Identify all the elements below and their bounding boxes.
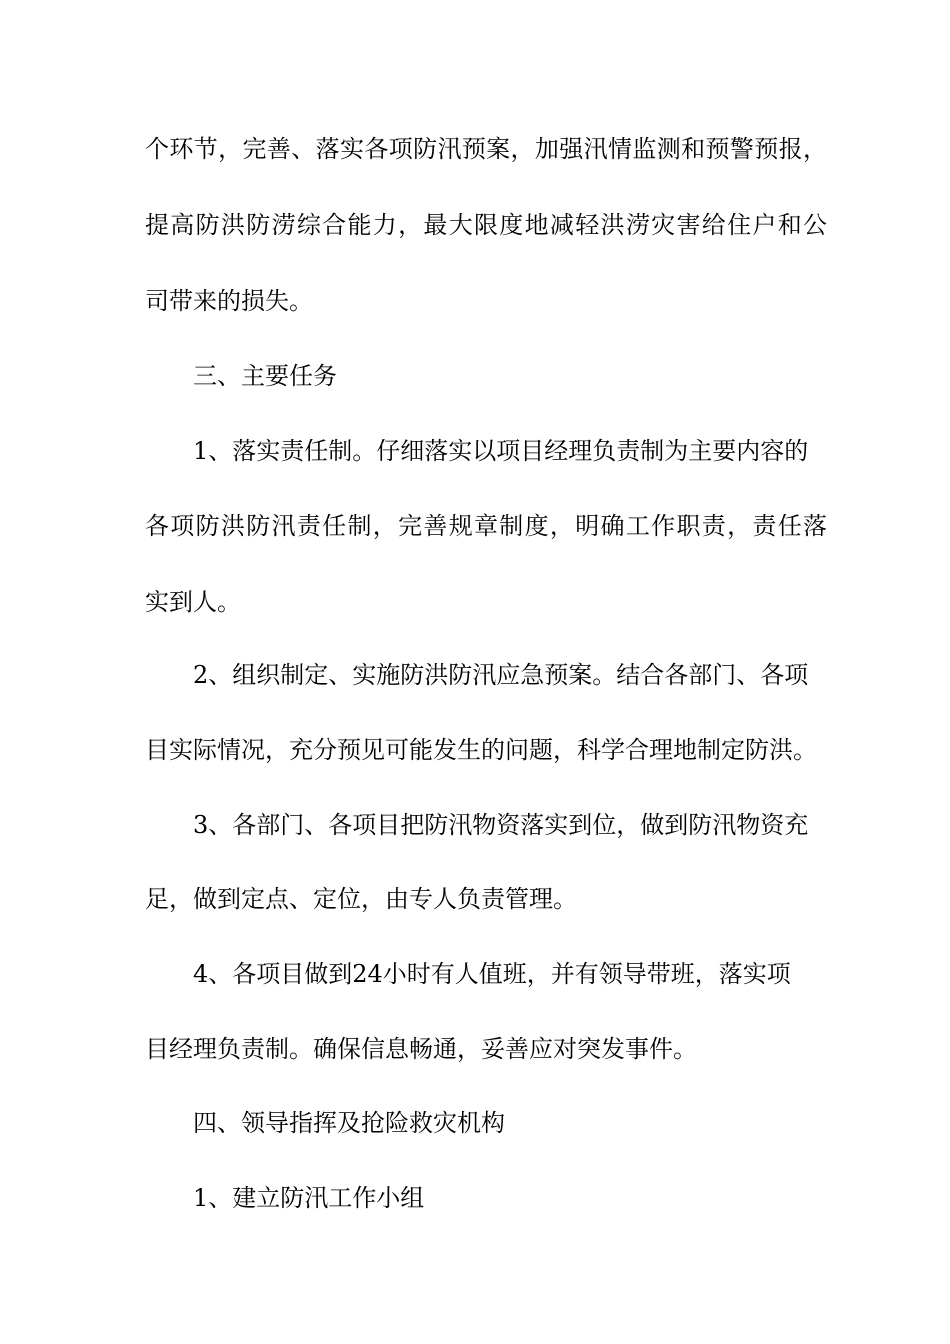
subsection-heading: 1、建立防汛工作小组 — [193, 1184, 425, 1212]
paragraph-line: 司带来的损失。 — [145, 287, 313, 315]
paragraph-line: 足，做到定点、定位，由专人负责管理。 — [145, 885, 577, 913]
paragraph-line: 1、落实责任制。仔细落实以项目经理负责制为主要内容的 — [193, 437, 809, 465]
paragraph-line: 个环节，完善、落实各项防汛预案，加强汛情监测和预警预报， — [145, 135, 827, 163]
section-heading: 四、领导指挥及抢险救灾机构 — [193, 1109, 505, 1137]
section-heading: 三、主要任务 — [193, 362, 337, 390]
paragraph-line: 3、各部门、各项目把防汛物资落实到位，做到防汛物资充 — [193, 811, 809, 839]
paragraph-line: 2、组织制定、实施防洪防汛应急预案。结合各部门、各项 — [193, 661, 809, 689]
paragraph-line: 目实际情况，充分预见可能发生的问题，科学合理地制定防洪。 — [145, 736, 817, 764]
paragraph-line: 目经理负责制。确保信息畅通，妥善应对突发事件。 — [145, 1035, 697, 1063]
paragraph-line: 4、各项目做到24小时有人值班，并有领导带班，落实项 — [193, 960, 791, 988]
paragraph-line: 提高防洪防涝综合能力，最大限度地减轻洪涝灾害给住户和公 — [145, 211, 827, 239]
paragraph-line: 实到人。 — [145, 588, 241, 616]
paragraph-line: 各项防洪防汛责任制，完善规章制度，明确工作职责，责任落 — [145, 512, 827, 540]
